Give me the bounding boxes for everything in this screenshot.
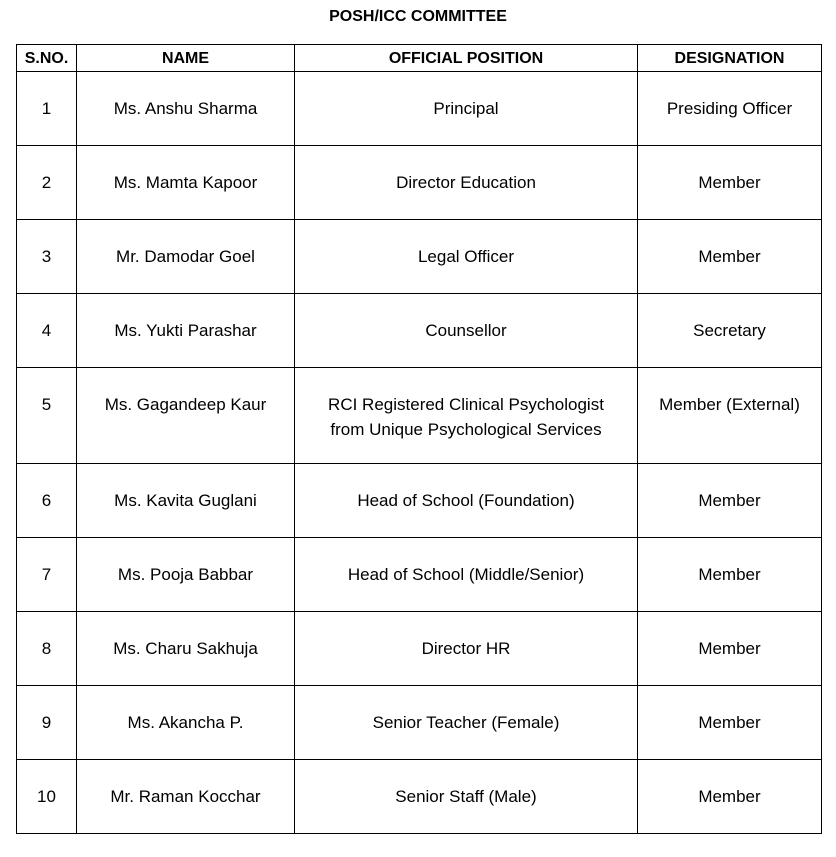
cell-sno: 7 xyxy=(17,538,77,612)
cell-name: Ms. Yukti Parashar xyxy=(77,294,295,368)
cell-name: Mr. Damodar Goel xyxy=(77,220,295,294)
cell-sno: 10 xyxy=(17,760,77,834)
table-row xyxy=(17,146,822,220)
table-row xyxy=(17,72,822,146)
table-row xyxy=(17,760,822,834)
cell-designation: Secretary xyxy=(638,294,822,368)
cell-name: Ms. Mamta Kapoor xyxy=(77,146,295,220)
cell-designation: Member xyxy=(638,612,822,686)
table-row xyxy=(17,686,822,760)
cell-name: Ms. Charu Sakhuja xyxy=(77,612,295,686)
cell-position xyxy=(295,368,638,464)
cell-sno: 9 xyxy=(17,686,77,760)
cell-sno: 8 xyxy=(17,612,77,686)
header-official-position: OFFICIAL POSITION xyxy=(295,45,638,72)
cell-position: Director Education xyxy=(295,146,638,220)
committee-table xyxy=(16,44,822,834)
header-name: NAME xyxy=(77,45,295,72)
page-title: POSH/ICC COMMITTEE xyxy=(329,8,507,25)
cell-name: Ms. Anshu Sharma xyxy=(77,72,295,146)
cell-sno: 3 xyxy=(17,220,77,294)
table-row xyxy=(17,538,822,612)
cell-sno: 1 xyxy=(17,72,77,146)
cell-designation: Member (External) xyxy=(638,368,822,464)
cell-position-line2: from Unique Psychological Services xyxy=(330,420,602,439)
table-row xyxy=(17,368,822,464)
cell-position: Director HR xyxy=(295,612,638,686)
cell-designation: Member xyxy=(638,760,822,834)
cell-position: Senior Staff (Male) xyxy=(295,760,638,834)
header-designation: DESIGNATION xyxy=(638,45,822,72)
cell-sno: 2 xyxy=(17,146,77,220)
table-row xyxy=(17,294,822,368)
cell-designation: Member xyxy=(638,686,822,760)
cell-position: Head of School (Middle/Senior) xyxy=(295,538,638,612)
header-sno: S.NO. xyxy=(17,45,77,72)
cell-name: Ms. Pooja Babbar xyxy=(77,538,295,612)
cell-position: Senior Teacher (Female) xyxy=(295,686,638,760)
cell-position: Counsellor xyxy=(295,294,638,368)
table-row xyxy=(17,220,822,294)
cell-name: Ms. Akancha P. xyxy=(77,686,295,760)
cell-position-line1: RCI Registered Clinical Psychologist xyxy=(328,395,604,414)
cell-name: Mr. Raman Kocchar xyxy=(77,760,295,834)
cell-position: Head of School (Foundation) xyxy=(295,464,638,538)
cell-designation: Member xyxy=(638,146,822,220)
cell-name: Ms. Gagandeep Kaur xyxy=(77,368,295,464)
cell-sno: 6 xyxy=(17,464,77,538)
table-header-row xyxy=(17,45,822,72)
cell-sno: 5 xyxy=(17,368,77,464)
cell-position: Legal Officer xyxy=(295,220,638,294)
cell-designation: Member xyxy=(638,220,822,294)
cell-designation: Presiding Officer xyxy=(638,72,822,146)
cell-designation: Member xyxy=(638,538,822,612)
cell-sno: 4 xyxy=(17,294,77,368)
cell-designation: Member xyxy=(638,464,822,538)
cell-position: Principal xyxy=(295,72,638,146)
table-row xyxy=(17,612,822,686)
cell-name: Ms. Kavita Guglani xyxy=(77,464,295,538)
table-row xyxy=(17,464,822,538)
